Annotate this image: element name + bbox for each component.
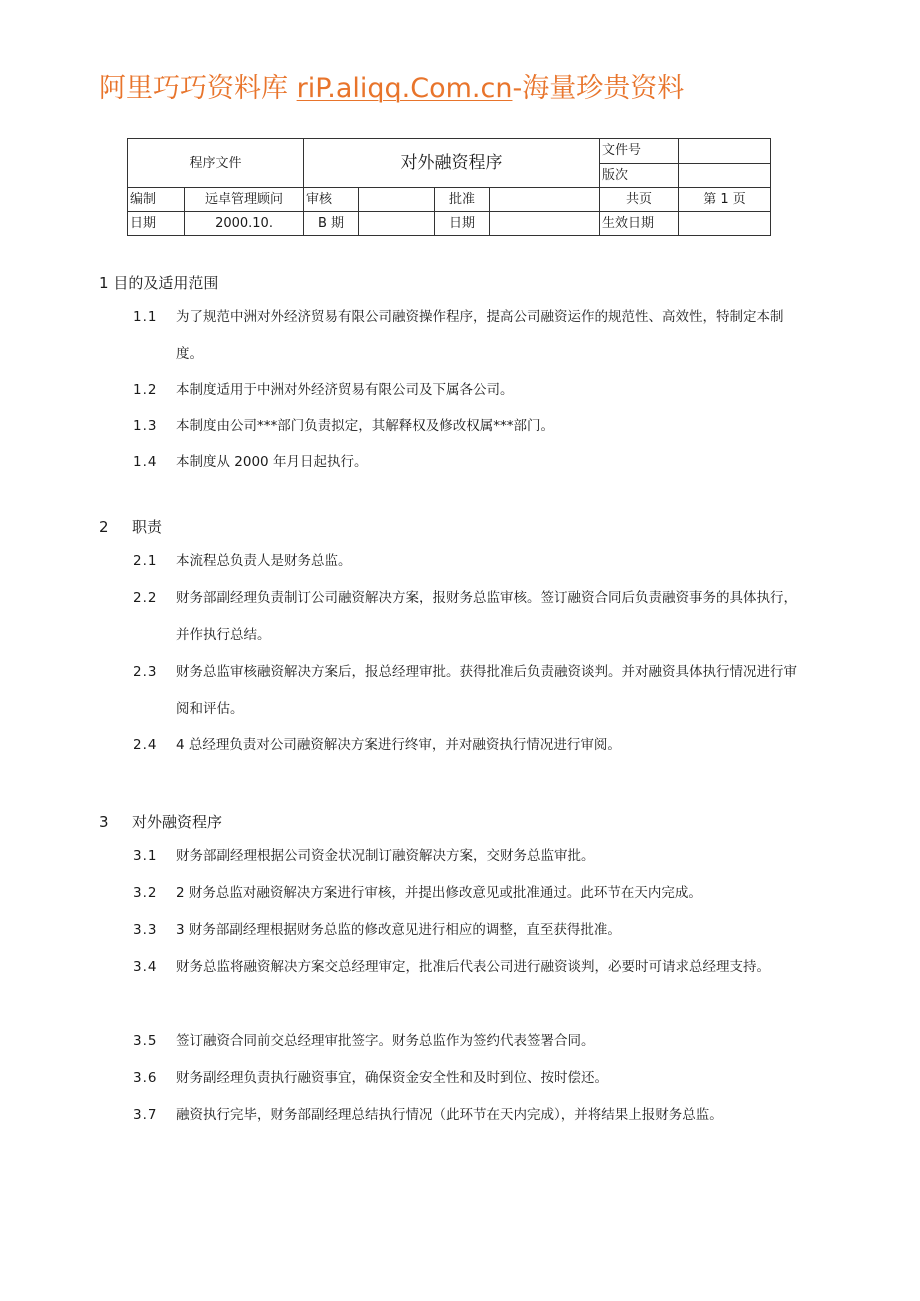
section-heading xyxy=(99,516,162,537)
list-item xyxy=(133,1023,803,1060)
list-item xyxy=(133,949,803,986)
doc-no-value xyxy=(679,139,771,164)
item-number: 1.1 xyxy=(133,309,158,325)
page-number: 第 1 页 xyxy=(679,188,771,212)
doc-title: 对外融资程序 xyxy=(304,139,600,188)
banner-suffix: -海量珍贵资料 xyxy=(512,73,685,104)
list-item xyxy=(133,875,803,912)
item-number: 2.3 xyxy=(133,664,158,680)
list-item xyxy=(133,912,803,949)
item-number: 3.4 xyxy=(133,959,158,975)
section-number: 1 xyxy=(99,274,109,292)
item-number: 3.5 xyxy=(133,1033,158,1049)
section-heading xyxy=(99,272,218,293)
item-number: 1.3 xyxy=(133,418,158,434)
approve-date-label: 日期 xyxy=(435,212,490,236)
item-text: 3 财务部副经理根据财务总监的修改意见进行相应的调整，直至获得批准。 xyxy=(176,922,621,938)
item-text: 本流程总负责人是财务总监。 xyxy=(176,553,352,569)
section-heading xyxy=(99,811,222,832)
item-number: 1.4 xyxy=(133,454,158,470)
total-pages-label: 共页 xyxy=(600,188,679,212)
doc-no-label: 文件号 xyxy=(600,139,679,164)
effective-date-value xyxy=(679,212,771,236)
section-number: 2 xyxy=(99,518,109,536)
item-number: 2.4 xyxy=(133,737,158,753)
version-value xyxy=(679,163,771,188)
list-item xyxy=(133,444,803,481)
list-item xyxy=(133,408,803,445)
item-number: 2.1 xyxy=(133,553,158,569)
item-number: 3.1 xyxy=(133,848,158,864)
doc-type-cell: 程序文件 xyxy=(128,139,304,188)
approve-value xyxy=(490,188,600,212)
item-number: 3.7 xyxy=(133,1107,158,1123)
item-text: 财务副经理负责执行融资事宜，确保资金安全性和及时到位、按时偿还。 xyxy=(176,1070,608,1086)
item-number: 2.2 xyxy=(133,590,158,606)
item-text: 财务部副经理根据公司资金状况制订融资解决方案，交财务总监审批。 xyxy=(176,848,595,864)
list-item xyxy=(133,299,803,373)
section-title: 目的及适用范围 xyxy=(113,274,219,292)
document-header-table xyxy=(127,138,771,236)
site-banner xyxy=(99,66,684,105)
date-value: 2000.10. xyxy=(185,212,304,236)
item-text: 签订融资合同前交总经理审批签字。财务总监作为签约代表签署合同。 xyxy=(176,1033,595,1049)
editor-value: 远卓管理顾问 xyxy=(185,188,304,212)
review-date-label: B 期 xyxy=(304,212,359,236)
editor-label: 编制 xyxy=(128,188,185,212)
review-label: 审核 xyxy=(304,188,359,212)
date-label: 日期 xyxy=(128,212,185,236)
list-item xyxy=(133,372,803,409)
item-number: 3.3 xyxy=(133,922,158,938)
approve-label: 批准 xyxy=(435,188,490,212)
version-label: 版次 xyxy=(600,163,679,188)
section-title: 职责 xyxy=(132,518,163,536)
review-date-value xyxy=(359,212,435,236)
item-text: 为了规范中洲对外经济贸易有限公司融资操作程序，提高公司融资运作的规范性、高效性，特制定本制度。 xyxy=(176,309,784,362)
item-text: 财务部副经理负责制订公司融资解决方案，报财务总监审核。签订融资合同后负责融资事务的具体执行，并作执行总结。 xyxy=(176,590,797,643)
section-title: 对外融资程序 xyxy=(132,813,223,831)
item-text: 财务总监审核融资解决方案后，报总经理审批。获得批准后负责融资谈判。并对融资具体执行情况进行审阅和评估。 xyxy=(176,664,797,717)
banner-link[interactable]: riP.aliqq.Com.cn xyxy=(296,73,513,104)
approve-date-value xyxy=(490,212,600,236)
item-text: 2 财务总监对融资解决方案进行审核，并提出修改意见或批准通过。此环节在天内完成。 xyxy=(176,885,702,901)
section-number: 3 xyxy=(99,813,109,831)
list-item xyxy=(133,838,803,875)
item-number: 3.6 xyxy=(133,1070,158,1086)
item-number: 3.2 xyxy=(133,885,158,901)
review-value xyxy=(359,188,435,212)
list-item xyxy=(133,1060,803,1097)
item-text: 本制度由公司***部门负责拟定，其解释权及修改权属***部门。 xyxy=(176,418,554,434)
banner-prefix: 阿里巧巧资料库 xyxy=(99,73,297,104)
item-text: 4 总经理负责对公司融资解决方案进行终审，并对融资执行情况进行审阅。 xyxy=(176,737,621,753)
item-number: 1.2 xyxy=(133,382,158,398)
item-text: 本制度从 2000 年月日起执行。 xyxy=(176,454,368,470)
list-item xyxy=(133,580,803,654)
list-item xyxy=(133,654,803,728)
effective-date-label: 生效日期 xyxy=(600,212,679,236)
item-text: 本制度适用于中洲对外经济贸易有限公司及下属各公司。 xyxy=(176,382,514,398)
item-text: 融资执行完毕，财务部副经理总结执行情况（此环节在天内完成），并将结果上报财务总监。 xyxy=(176,1107,723,1123)
list-item xyxy=(133,727,803,764)
list-item xyxy=(133,543,803,580)
list-item xyxy=(133,1097,803,1134)
item-text: 财务总监将融资解决方案交总经理审定，批准后代表公司进行融资谈判，必要时可请求总经理支持。 xyxy=(176,959,770,975)
